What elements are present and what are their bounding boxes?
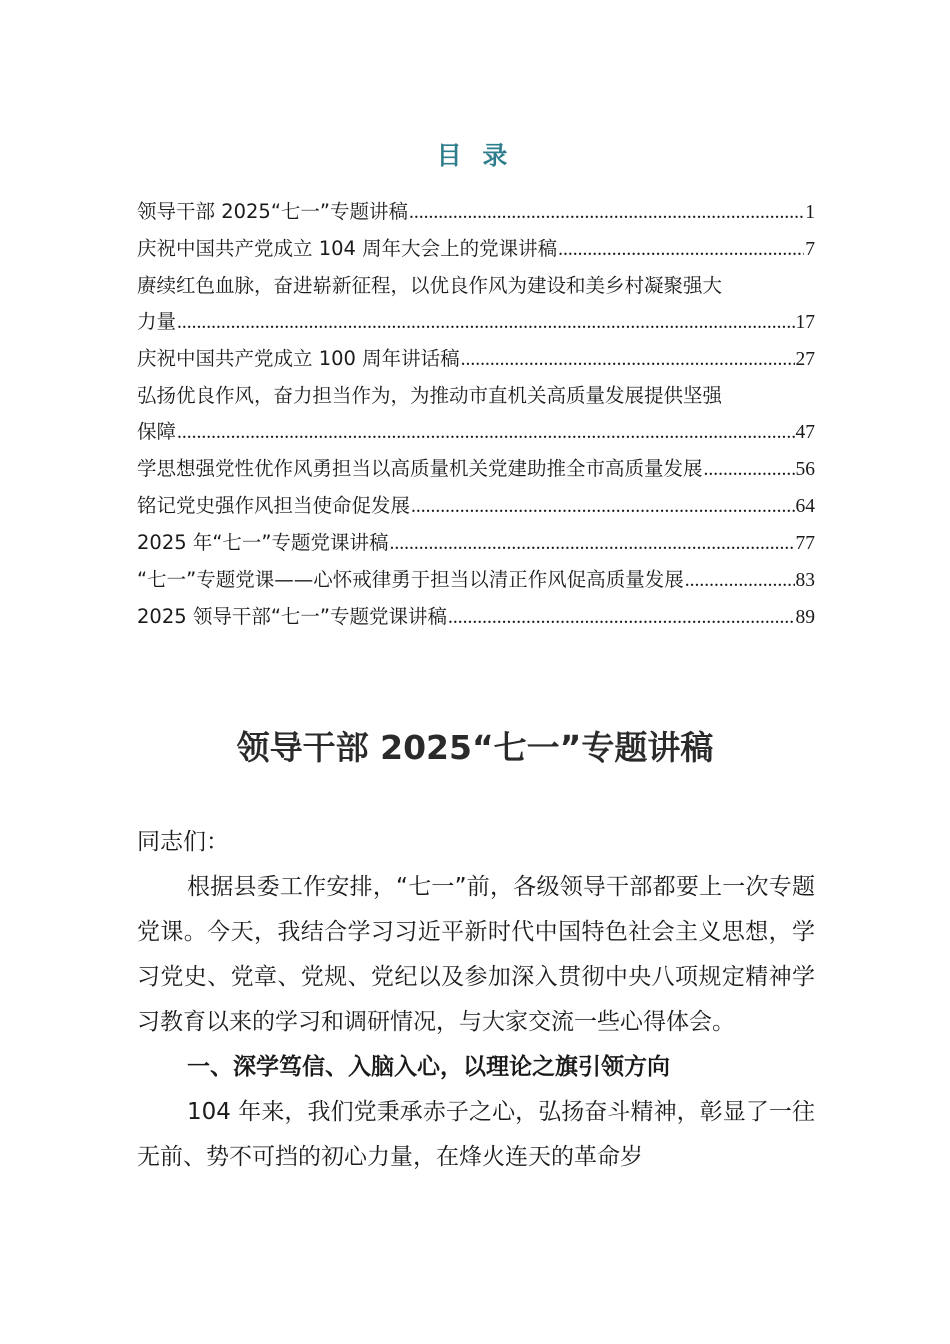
toc-entry[interactable] bbox=[137, 378, 815, 451]
toc-entry-title: 领导干部 2025“七一”专题讲稿 bbox=[137, 200, 409, 223]
toc-entry-title: 弘扬优良作风，奋力担当作为，为推动市直机关高质量发展提供坚强 bbox=[137, 384, 723, 407]
toc-entry[interactable] bbox=[137, 194, 815, 231]
toc-leader-dots bbox=[448, 600, 794, 636]
toc-entry-page: 83 bbox=[795, 570, 815, 591]
toc-entry[interactable] bbox=[137, 562, 815, 599]
toc-entry-page: 27 bbox=[795, 349, 815, 370]
salutation: 同志们： bbox=[137, 829, 229, 855]
toc-title: 目 录 bbox=[436, 141, 514, 170]
toc-entry-page: 89 bbox=[795, 607, 815, 628]
toc-entry-page: 17 bbox=[795, 312, 815, 333]
toc-entry[interactable] bbox=[137, 341, 815, 378]
toc-entry-title-continued: 保障 bbox=[137, 420, 177, 443]
toc-leader-dots bbox=[177, 415, 794, 451]
toc-entry-page: 7 bbox=[805, 239, 815, 260]
paragraph: 根据县委工作安排，“七一”前，各级领导干部都要上一次专题党课。今天，我结合学习习近平新时代中国特色社会主义思想，学习党史、党章、党规、党纪以及参加深入贯彻中央八项规定精神学习教育以来的学习和调研情况，与大家交流一些心得体会。 bbox=[137, 874, 815, 1035]
table-of-contents bbox=[137, 194, 815, 636]
toc-entry[interactable] bbox=[137, 599, 815, 636]
toc-entry-title: 赓续红色血脉，奋进崭新征程，以优良作风为建设和美乡村凝聚强大 bbox=[137, 274, 723, 297]
paragraph: 104 年来，我们党秉承赤子之心，弘扬奋斗精神，彰显了一往无前、势不可挡的初心力量，在烽火连天的革命岁 bbox=[137, 1099, 815, 1170]
toc-entry[interactable] bbox=[137, 451, 815, 488]
toc-leader-dots bbox=[177, 305, 794, 341]
toc-entry-title: 学思想强党性优作风勇担当以高质量机关党建助推全市高质量发展 bbox=[137, 457, 703, 480]
toc-leader-dots bbox=[390, 526, 795, 562]
toc-entry[interactable] bbox=[137, 525, 815, 562]
toc-leader-dots bbox=[409, 195, 804, 231]
toc-leader-dots bbox=[411, 489, 794, 525]
toc-entry-page: 1 bbox=[805, 202, 815, 223]
toc-entry-title: 2025 年“七一”专题党课讲稿 bbox=[137, 531, 389, 554]
toc-entry-title: 庆祝中国共产党成立 100 周年讲话稿 bbox=[137, 347, 460, 370]
toc-leader-dots bbox=[558, 232, 804, 268]
toc-entry-page: 77 bbox=[795, 533, 815, 554]
toc-leader-dots bbox=[461, 342, 795, 378]
toc-entry[interactable] bbox=[137, 268, 815, 341]
toc-entry-title-continued: 力量 bbox=[137, 310, 177, 333]
toc-entry-page: 47 bbox=[795, 422, 815, 443]
document-body bbox=[137, 820, 815, 1180]
toc-entry-page: 56 bbox=[795, 459, 815, 480]
toc-leader-dots bbox=[685, 563, 795, 599]
section-heading: 一、深学笃信、入脑入心，以理论之旗引领方向 bbox=[187, 1054, 670, 1080]
toc-entry-title: “七一”专题党课——心怀戒律勇于担当以清正作风促高质量发展 bbox=[137, 568, 684, 591]
toc-entry-title: 庆祝中国共产党成立 104 周年大会上的党课讲稿 bbox=[137, 237, 558, 260]
toc-entry-title: 2025 领导干部“七一”专题党课讲稿 bbox=[137, 605, 448, 628]
toc-entry-page: 64 bbox=[795, 496, 815, 517]
toc-entry-title: 铭记党史强作风担当使命促发展 bbox=[137, 494, 411, 517]
document-title: 领导干部 2025“七一”专题讲稿 bbox=[236, 728, 714, 767]
toc-entry[interactable] bbox=[137, 488, 815, 525]
toc-leader-dots bbox=[704, 452, 795, 488]
toc-entry[interactable] bbox=[137, 231, 815, 268]
